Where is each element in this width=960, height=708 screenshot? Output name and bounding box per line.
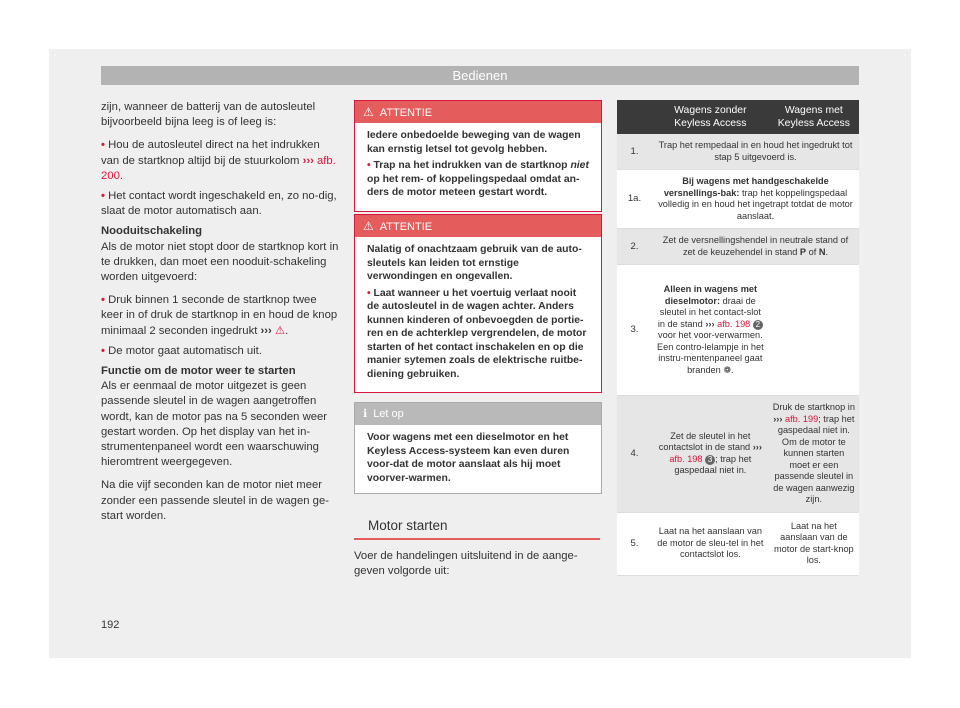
bullet-icon: • xyxy=(101,190,105,203)
table-row xyxy=(617,170,859,229)
step-text: ; trap het gaspedaal niet in. Om de motor te kunnen starten moet er een passende sleutel in de wagen aanwezig zijn. xyxy=(773,413,855,504)
warning-triangle-icon: ⚠ xyxy=(363,105,374,119)
page-number: 192 xyxy=(101,619,120,631)
info-icon: ℹ xyxy=(363,408,368,420)
step-cell xyxy=(652,229,859,265)
step-text: trap het koppelingspedaal volledig in en houd het ingetrapt totdat de motor aanslaat. xyxy=(658,187,853,221)
warning-label: ATTENTIE xyxy=(379,221,433,233)
ref-arrow-icon: ››› xyxy=(705,318,715,329)
note-label: Let op xyxy=(373,408,404,420)
step-number: 4. xyxy=(617,396,652,513)
step-number: 1a. xyxy=(617,170,652,229)
figure-link[interactable]: afb. 199 xyxy=(784,413,819,424)
step-text: . xyxy=(731,364,734,375)
callout-number: 2 xyxy=(753,320,763,330)
table-row xyxy=(617,396,859,513)
bullet-icon: • xyxy=(367,287,371,299)
bullet-item: • Druk binnen 1 seconde de startknop twee keer in of druk de startknop in en houd de knop minimaal 2 seconden ingedrukt ››› ⚠. xyxy=(101,294,338,337)
figure-link[interactable]: afb. 200 xyxy=(101,154,336,182)
warning-box-body xyxy=(355,237,601,392)
table-row xyxy=(617,229,859,265)
step-text: Druk de startknop in xyxy=(772,402,855,412)
warning-bullet-text: op het rem- of koppelingspedaal omdat an-ders de motor meteen gestart wordt. xyxy=(367,173,580,198)
warning-text: Iedere onbedoelde beweging van de wagen kan ernstig letsel tot gevolg hebben. xyxy=(367,130,581,155)
step-text: ; trap het gaspedaal niet in. xyxy=(674,453,752,476)
step-cell: Laat na het aanslaan van de motor de start-knop los. xyxy=(769,512,859,575)
figure-link[interactable]: afb. 198 xyxy=(717,318,751,329)
step-bold-text: Bij wagens met handgeschakelde versnellings-bak: xyxy=(663,176,829,198)
warning-bullet-text: Laat wanneer u het voertuig verlaat nooit de autosleutel in de wagen achter. Anders kunnen kinderen of onbevoegden de portie-ren en de achterklep vergrendelen, de motor starten of het contact inschakelen en op die manier sytemen zoals de elektrische ruitbe-diening gebruiken. xyxy=(367,287,587,380)
procedure-table xyxy=(617,100,859,576)
bullet-icon: • xyxy=(101,294,105,307)
intro-paragraph: zijn, wanneer de batterij van de autosleutel bijvoorbeeld bijna leeg is of leeg is: xyxy=(101,101,316,129)
heading: Functie om de motor weer te starten xyxy=(101,365,296,378)
step-cell xyxy=(652,170,859,229)
paragraph: Als er eenmaal de motor uitgezet is geen passende sleutel in de wagen aangetroffen wordt, kan de motor pas na 5 seconden weer gestart worden. Op het display van het in-strumentenpaneel wordt een waarschuwing hieromtrent weergegeven. xyxy=(101,380,328,469)
emphasis-text: niet xyxy=(570,160,589,171)
step-cell xyxy=(652,396,769,513)
bullet-text: Hou de autosleutel direct na het indrukken van de startknop altijd bij de stuurkolom xyxy=(101,139,320,167)
warning-box-header xyxy=(355,101,601,123)
step-cell-empty xyxy=(769,265,859,396)
warning-bullet-text: Trap na het indrukken van de startknop xyxy=(373,160,568,171)
step-number: 5. xyxy=(617,512,652,575)
step-number: 3. xyxy=(617,265,652,396)
section-intro: Voer de handelingen uitsluitend in de aange-geven volgorde uit: xyxy=(354,550,578,578)
step-text: . xyxy=(825,246,829,257)
ref-arrow-icon: ››› xyxy=(260,324,272,337)
step-cell: Trap het rempedaal in en houd het ingedrukt tot stap 5 uitgevoerd is. xyxy=(652,134,859,170)
step-bold-text: Alleen in wagens met dieselmotor: xyxy=(663,284,758,306)
bullet-text: Het contact wordt ingeschakeld en, zo no-dig, slaat de motor automatisch aan. xyxy=(101,190,337,218)
warning-triangle-icon: ⚠ xyxy=(363,219,374,233)
step-text: of xyxy=(808,246,817,257)
table-header-cell xyxy=(617,100,652,134)
note-box xyxy=(354,402,602,494)
section-title: Motor starten xyxy=(368,518,448,533)
step-number: 1. xyxy=(617,134,652,170)
page-header: Bedienen xyxy=(101,66,859,85)
ref-arrow-icon: ››› xyxy=(773,413,783,424)
section-heading xyxy=(354,514,600,540)
warning-box-header xyxy=(355,215,601,237)
table-row xyxy=(617,512,859,575)
step-text: draai de sleutel in het contact-slot in de stand xyxy=(657,295,761,329)
bullet-icon: • xyxy=(101,139,105,152)
warning-label: ATTENTIE xyxy=(379,107,433,119)
gear-p-label: P xyxy=(799,246,807,257)
step-text: Zet de versnellingshendel in neutrale stand of zet de keuzehendel in stand xyxy=(662,235,849,257)
bullet-text: De motor gaat automatisch uit. xyxy=(108,344,262,357)
warning-text: Nalatig of onachtzaam gebruik van de auto-sleutels kan leiden tot ernstige verwondingen en ongevallen. xyxy=(367,244,582,282)
note-box-body: Voor wagens met een dieselmotor en het Keyless Access-systeem kan even duren voor-dat de motor aanslaat als hij moet voorver-warmen. xyxy=(367,432,570,484)
bullet-icon: • xyxy=(101,344,105,357)
note-box-header xyxy=(355,403,601,425)
left-column xyxy=(101,100,341,532)
step-cell: Laat na het aanslaan van de motor de sleu-tel in het contactslot los. xyxy=(652,512,769,575)
warning-box-body xyxy=(355,123,601,211)
bullet-icon: • xyxy=(367,160,371,171)
ref-arrow-icon: ››› xyxy=(752,442,762,453)
heading: Nooduitschakeling xyxy=(101,225,203,238)
warning-bullet xyxy=(367,159,591,200)
preheat-lamp-icon: ❁ xyxy=(723,364,732,375)
table-header-cell: Wagens zonder Keyless Access xyxy=(652,100,769,134)
step-cell xyxy=(769,396,859,513)
callout-number: 3 xyxy=(705,455,715,465)
bullet-item: • Hou de autosleutel direct na het indrukken van de startknop altijd bij de stuurkolom ››› afb. 200. xyxy=(101,139,336,182)
figure-link[interactable]: afb. 198 xyxy=(669,453,703,464)
step-number: 2. xyxy=(617,229,652,265)
warning-icon[interactable]: ⚠ xyxy=(274,324,286,337)
warning-bullet xyxy=(367,287,591,382)
ref-arrow-icon: ››› xyxy=(302,154,314,167)
gear-n-label: N xyxy=(818,246,826,257)
table-header-row xyxy=(617,100,859,134)
step-cell xyxy=(652,265,769,396)
step-text: voor het voor-verwarmen. Een contro-lelampje in het instru-mentenpaneel gaat branden xyxy=(656,330,764,375)
bullet-item xyxy=(101,344,341,359)
paragraph: Als de motor niet stopt door de startknop kort in te drukken, dan moet een nooduit-schakeling worden uitgevoerd: xyxy=(101,240,339,284)
table-row xyxy=(617,134,859,170)
step-text: Zet de sleutel in het contactslot in de stand xyxy=(658,430,751,453)
table-row xyxy=(617,265,859,396)
paragraph: Na die vijf seconden kan de motor niet meer zonder een passende sleutel in de wagen ge-start worden. xyxy=(101,479,329,522)
bullet-item xyxy=(101,189,341,219)
warning-box-1 xyxy=(354,100,602,212)
warning-box-2 xyxy=(354,214,602,393)
bullet-text: Druk binnen 1 seconde de startknop twee keer in of druk de startknop in en houd de knop minimaal 2 seconden ingedrukt xyxy=(101,294,338,337)
table-header-cell: Wagens met Keyless Access xyxy=(769,100,859,134)
